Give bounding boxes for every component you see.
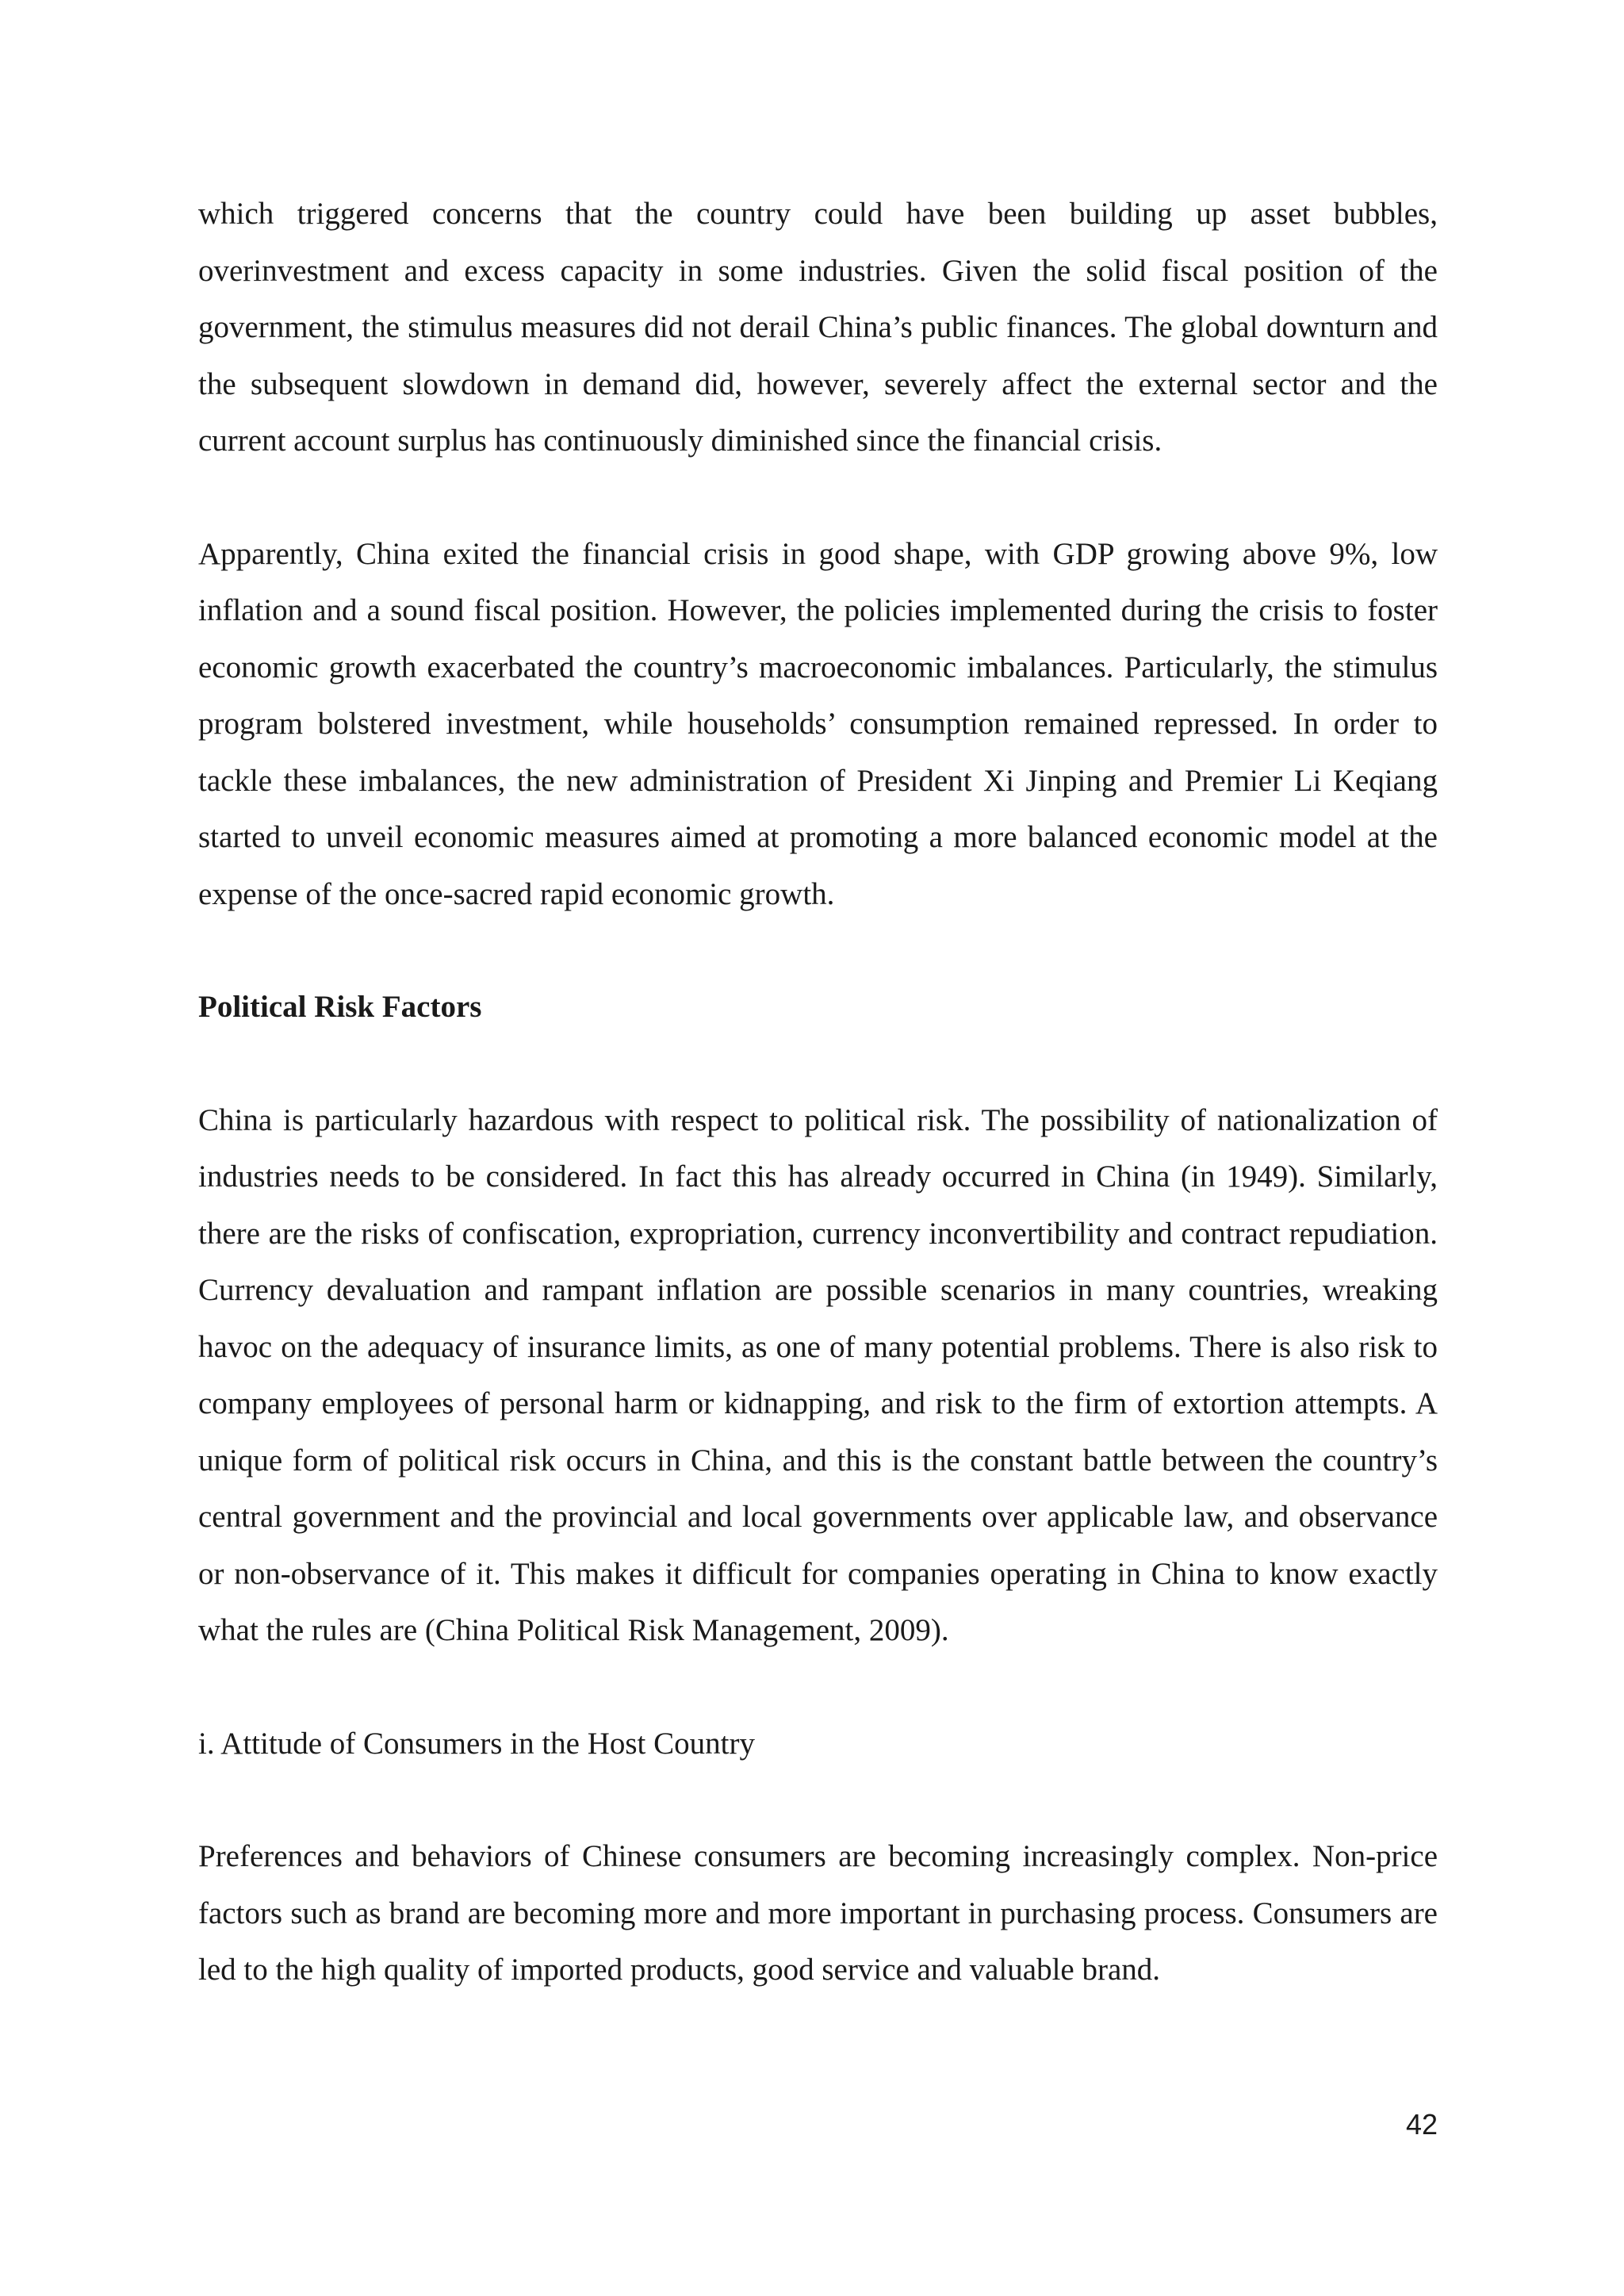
section-heading-political-risk: Political Risk Factors — [198, 990, 482, 1024]
paragraph-asset-bubbles: which triggered concerns that the country could have been building up asset bubbles, overinvestment and excess capacity in some industries. Given the solid fiscal position of the government, the stimulus measures did not derail China’s public finances. The global downturn and the subsequent slowdown in demand did, however, severely affect the external sector and the current account surplus has continuously diminished since the financial crisis. — [198, 197, 1438, 458]
subheading-consumer-attitude: i. Attitude of Consumers in the Host Country — [198, 1726, 755, 1761]
document-page — [198, 186, 1438, 1999]
page-number: 42 — [1405, 2108, 1438, 2141]
paragraph-china-exited-crisis: Apparently, China exited the financial crisis in good shape, with GDP growing above 9%, low inflation and a sound fiscal position. However, the policies implemented during the crisis to foster economic growth exacerbated the country’s macroeconomic imbalances. Particularly, the stimulus program bolstered investment, while households’ consumption remained repressed. In order to tackle these imbalances, the new administration of President Xi Jinping and Premier Li Keqiang started to unveil economic measures aimed at promoting a more balanced economic model at the expense of the once-sacred rapid economic growth. — [198, 536, 1438, 911]
paragraph-consumer-preferences: Preferences and behaviors of Chinese consumers are becoming increasingly complex. Non-price factors such as brand are becoming more and more important in purchasing process. Consumers are led to the high quality of imported products, good service and valuable brand. — [198, 1839, 1438, 1987]
paragraph-political-risk: China is particularly hazardous with respect to political risk. The possibility of nationalization of industries needs to be considered. In fact this has already occurred in China (in 1949). Similarly, there are the risks of confiscation, expropriation, currency inconvertibility and contract repudiation. Currency devaluation and rampant inflation are possible scenarios in many countries, wreaking havoc on the adequacy of insurance limits, as one of many potential problems. There is also risk to company employees of personal harm or kidnapping, and risk to the firm of extortion attempts. A unique form of political risk occurs in China, and this is the constant battle between the country’s central government and the provincial and local governments over applicable law, and observance or non-observance of it. This makes it difficult for companies operating in China to know exactly what the rules are (China Political Risk Management, 2009). — [198, 1102, 1438, 1647]
